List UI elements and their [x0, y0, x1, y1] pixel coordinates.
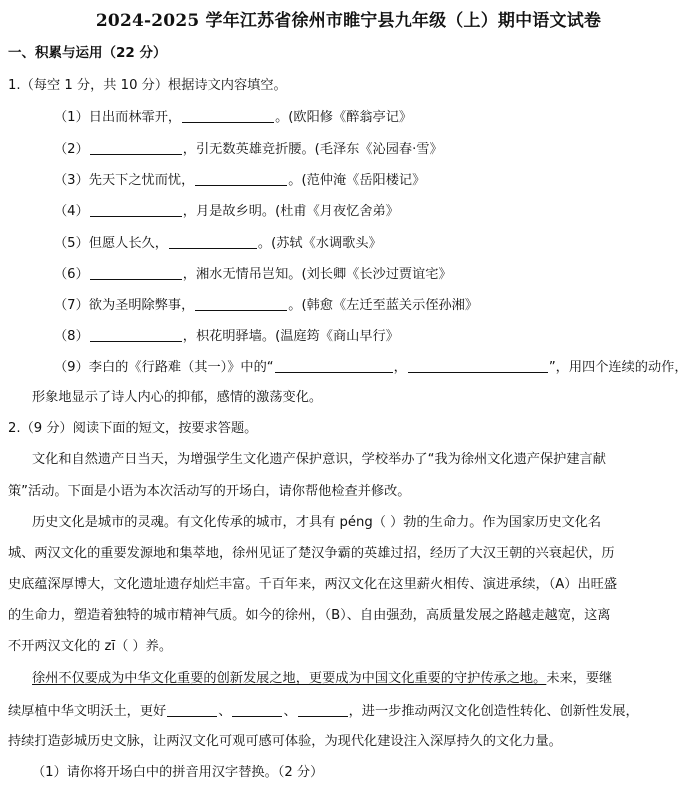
q1-item-9-post: ”，用四个连续的动作， — [548, 360, 688, 375]
q1-item-1-post: 。(欧阳修《醉翁亭记》 — [275, 110, 413, 125]
q2-paragraph-2-line-1 — [32, 514, 601, 532]
q1-item-6-pre: （6） — [54, 267, 89, 282]
separator: 、 — [218, 704, 232, 719]
separator: 、 — [283, 704, 297, 719]
q2-paragraph-2-line-5 — [8, 638, 172, 656]
answer-blank[interactable] — [195, 296, 287, 311]
q1-item-9-pre: （9）李白的《行路难（其一）》中的“ — [54, 360, 274, 375]
q1-item-9-continued: 形象地显示了诗人内心的抑郁，感情的激荡变化。 — [32, 390, 323, 405]
q1-item-4 — [54, 202, 399, 221]
q2-paragraph-1-line-1: 文化和自然遗产日当天，为增强学生文化遗产保护意识，学校举办了“我为徐州文化遗产保护建言献 — [32, 452, 606, 467]
section-heading: 一、积累与运用（22 分） — [8, 45, 167, 61]
answer-blank[interactable] — [298, 702, 348, 717]
q1-item-4-pre: （4） — [54, 204, 89, 219]
q1-item-5 — [54, 234, 382, 253]
q2-paragraph-3-line-1 — [32, 670, 612, 688]
q2-subquestion-1: （1）请你将开场白中的拼音用汉字替换。（2 分） — [32, 765, 324, 780]
q1-item-1-pre: （1）日出而林霏开， — [54, 110, 182, 125]
answer-blank[interactable] — [90, 202, 182, 217]
answer-blank[interactable] — [90, 327, 182, 342]
answer-blank[interactable] — [232, 702, 282, 717]
q1-item-9-mid: ， — [393, 360, 407, 375]
pinyin-zi: zī — [104, 639, 116, 654]
question-2-stem: 2.（9 分）阅读下面的短文，按要求答题。 — [8, 421, 258, 436]
paragraph-text: 不开两汉文化的 — [8, 639, 105, 654]
exam-title: 2024-2025 学年江苏省徐州市睢宁县九年级（上）期中语文试卷 — [95, 11, 602, 31]
q2-paragraph-2-line-3: 史底蕴深厚博大，文化遗址遗存灿烂丰富。千百年来，两汉文化在这里薪火相传、演进承续，（A）出旺盛 — [8, 577, 618, 592]
answer-blank[interactable] — [408, 358, 548, 373]
answer-blank[interactable] — [167, 702, 217, 717]
answer-blank[interactable] — [275, 358, 393, 373]
q1-item-6-post: ，湘水无情吊岂知。(刘长卿《长沙过贾谊宅》 — [182, 267, 452, 282]
q1-item-3-pre: （3）先天下之忧而忧， — [54, 173, 195, 188]
paragraph-text: ，进一步推动两汉文化创造性转化、创新性发展， — [348, 704, 639, 719]
paragraph-text: 续厚植中华文明沃土，更好 — [8, 704, 167, 719]
paragraph-text: 历史文化是城市的灵魂。有文化传承的城市，才具有 — [32, 515, 340, 530]
q1-item-1 — [54, 108, 412, 127]
q1-item-7-pre: （7）欲为圣明除弊事， — [54, 298, 195, 313]
answer-blank[interactable] — [169, 234, 257, 249]
q1-item-7-post: 。(韩愈《左迁至蓝关示侄孙湘》 — [288, 298, 479, 313]
answer-blank[interactable] — [90, 265, 182, 280]
q2-paragraph-3-line-3: 持续打造彭城历史文脉，让两汉文化可观可感可体验，为现代化建设注入深厚持久的文化力量。 — [8, 734, 562, 749]
q1-item-3 — [54, 171, 425, 190]
paragraph-text: （ ）养。 — [115, 639, 173, 654]
q1-item-2-pre: （2） — [54, 142, 89, 157]
q1-item-4-post: ，月是故乡明。(杜甫《月夜忆舍弟》 — [182, 204, 399, 219]
paragraph-text: （ ）勃的生命力。作为国家历史文化名 — [372, 515, 602, 530]
q1-item-6 — [54, 265, 452, 284]
q1-item-8-pre: （8） — [54, 329, 89, 344]
q2-paragraph-3-line-2 — [8, 702, 639, 721]
answer-blank[interactable] — [182, 108, 274, 123]
q2-paragraph-2-line-2: 城、两汉文化的重要发源地和集萃地，徐州见证了楚汉争霸的英雄过招，经历了大汉王朝的兴衰起伏，历 — [8, 546, 615, 561]
question-1-stem: 1.（每空 1 分，共 10 分）根据诗文内容填空。 — [8, 78, 287, 93]
answer-blank[interactable] — [90, 140, 182, 155]
q1-item-2 — [54, 140, 443, 159]
q1-item-7 — [54, 296, 478, 315]
answer-blank[interactable] — [195, 171, 287, 186]
q1-item-5-pre: （5）但愿人长久， — [54, 236, 168, 251]
q1-item-2-post: ，引无数英雄竞折腰。(毛泽东《沁园春·雪》 — [182, 142, 443, 157]
paragraph-text: 未来，要继 — [546, 671, 613, 686]
q1-item-8 — [54, 327, 399, 346]
q2-paragraph-1-line-2: 策”活动。下面是小语为本次活动写的开场白，请你帮他检查并修改。 — [8, 484, 411, 499]
q1-item-8-post: ，枳花明驿墙。(温庭筠《商山早行》 — [182, 329, 399, 344]
pinyin-peng: péng — [339, 515, 373, 530]
q2-paragraph-2-line-4: 的生命力，塑造着独特的城市精神气质。如今的徐州，（B）、自由强劲，高质量发展之路越走越宽，这离 — [8, 608, 611, 623]
q1-item-9 — [54, 358, 688, 377]
q1-item-5-post: 。(苏轼《水调歌头》 — [257, 236, 382, 251]
underlined-sentence: 徐州不仅要成为中华文化重要的创新发展之地，更要成为中国文化重要的守护传承之地。 — [32, 671, 547, 686]
q1-item-3-post: 。(范仲淹《岳阳楼记》 — [288, 173, 426, 188]
